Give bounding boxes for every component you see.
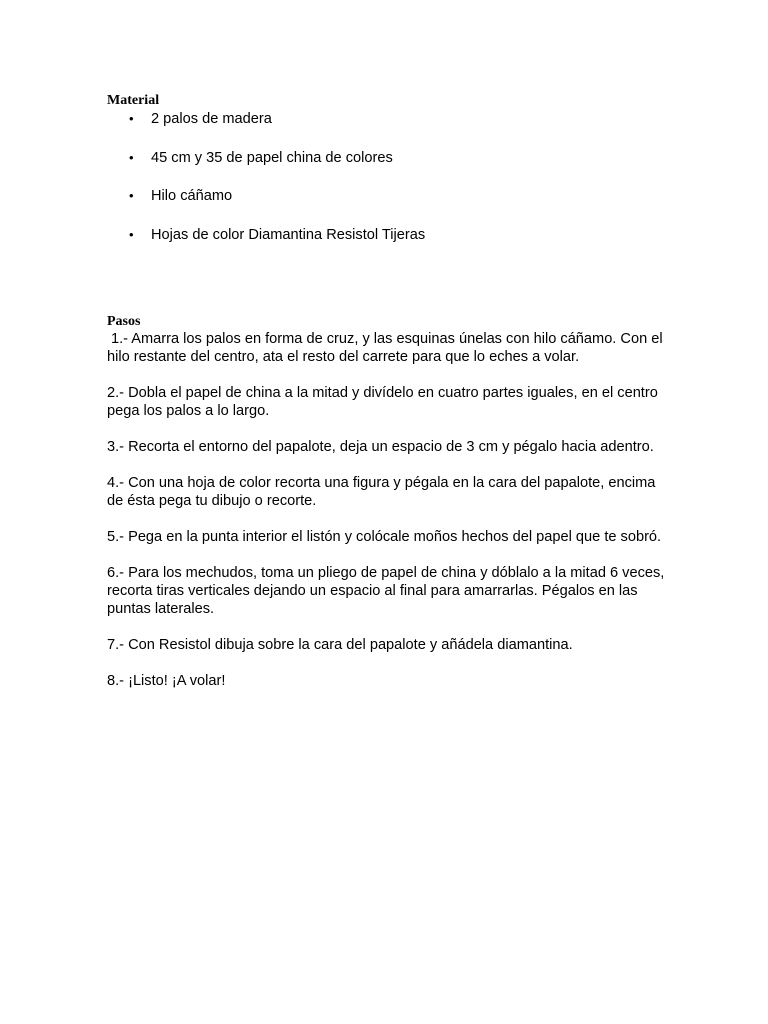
- bullet-icon: •: [129, 149, 134, 165]
- material-heading: Material: [107, 93, 160, 108]
- step-paragraph: 7.- Con Resistol dibuja sobre la cara del papalote y añádela diamantina.: [107, 637, 573, 653]
- step-paragraph: 2.- Dobla el papel de china a la mitad y divídelo en cuatro partes iguales, en el centro pega los palos a lo largo.: [107, 385, 658, 419]
- step-paragraph: 5.- Pega en la punta interior el listón y colócale moños hechos del papel que te sobró.: [107, 529, 662, 545]
- step-paragraph: 8.- ¡Listo! ¡A volar!: [107, 673, 226, 689]
- material-item-text: Hilo cáñamo: [151, 188, 233, 204]
- bullet-icon: •: [129, 226, 134, 242]
- step-paragraph: 4.- Con una hoja de color recorta una figura y pégala en la cara del papalote, encima de ésta pega tu dibujo o recorte.: [107, 475, 656, 509]
- bullet-icon: •: [129, 188, 134, 203]
- steps-section: [107, 330, 667, 708]
- step-paragraph: 3.- Recorta el entorno del papalote, deja un espacio de 3 cm y pégalo hacia adentro.: [107, 439, 654, 455]
- step-paragraph: 1.- Amarra los palos en forma de cruz, y las esquinas únelas con hilo cáñamo. Con el hilo restante del centro, ata el resto del carrete para que lo eches a volar.: [107, 331, 663, 365]
- material-item-text: 45 cm y 35 de papel china de colores: [151, 149, 393, 166]
- step-paragraph: 6.- Para los mechudos, toma un pliego de papel de china y dóblalo a la mitad 6 veces, recorta tiras verticales dejando un espacio al final para amarrarlas. Pégalos en las puntas laterales.: [107, 565, 665, 617]
- material-item-text: Hojas de color Diamantina Resistol Tijeras: [151, 226, 426, 243]
- material-item-text: 2 palos de madera: [151, 111, 272, 127]
- bullet-icon: •: [129, 111, 134, 126]
- pasos-heading: Pasos: [107, 314, 141, 329]
